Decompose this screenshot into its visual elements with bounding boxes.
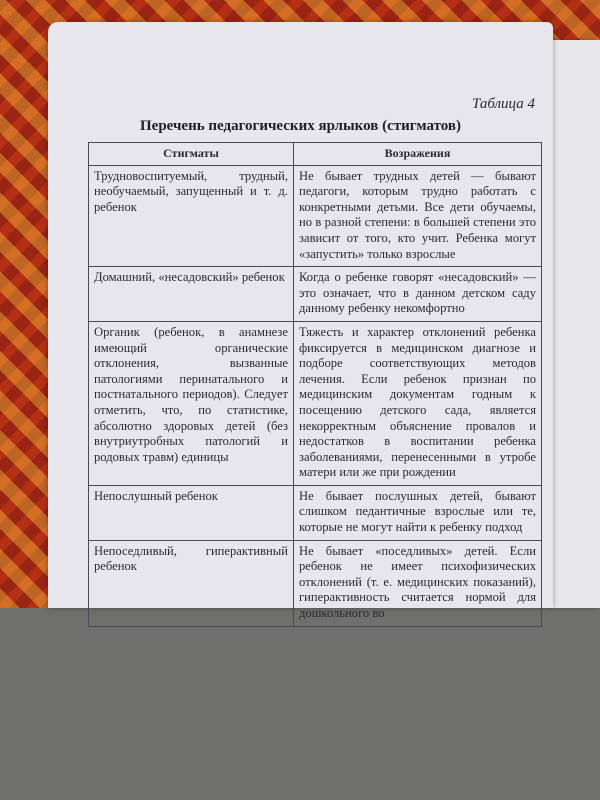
stigma-table (88, 142, 542, 627)
table-row (89, 485, 542, 540)
objection-cell: Не бывает трудных детей — бывают педагоги, которым трудно работать с конкретными детьми. Все дети обучаемы, но в разной степени: в большей степени это зависит от того, кто учит. Ребенка могут «запустить» только взрослые (294, 165, 542, 267)
table-row (89, 165, 542, 267)
objection-cell: Не бывает послушных детей, бывают слишком педантичные взрослые или те, которые не могут найти к ребенку подход (294, 485, 542, 540)
background-floor (0, 608, 600, 800)
column-header-objection: Возражения (294, 143, 542, 166)
adjacent-page (552, 40, 600, 608)
objection-cell: Не бывает «поседливых» детей. Если ребенок не имеет психофизических отклонений (т. е. медицинских показаний), гиперактивность считается нормой для дошкольного во (294, 540, 542, 626)
objection-cell: Тяжесть и характер отклонений ребенка фиксируется в медицинском диагнозе и подборе соответствующих методов лечения. Если ребенок признан по медицинским документам годным к посещению детского сада, является некорректным объяснение провалов и недостатков в воспитании ребенка заболеваниями, перенесенными в утробе матери или же при рождении (294, 321, 542, 485)
book-page (48, 22, 553, 621)
table-number: Таблица 4 (472, 96, 535, 112)
objection-cell: Когда о ребенке говорят «несадовский» — это означает, что в данном детском саду данному ребенку некомфортно (294, 267, 542, 322)
table-row (89, 321, 542, 485)
stigma-cell: Органик (ребенок, в анамнезе имеющий органические отклонения, вызванные патологиями перинатального и постнатального периодов). Следует отметить, что, по статистике, абсолютно здоровых детей (без внутриутробных патологий и родовых травм) единицы (89, 321, 294, 485)
column-header-stigma: Стигматы (89, 143, 294, 166)
stigma-cell: Непоседливый, гиперактивный ребенок (89, 540, 294, 626)
table-header-row (89, 143, 542, 166)
stigma-cell: Трудновоспитуемый, трудный, необучаемый, запущенный и т. д. ребенок (89, 165, 294, 267)
table-title: Перечень педагогических ярлыков (стигматов) (140, 118, 461, 134)
table-row (89, 267, 542, 322)
stigma-cell: Домашний, «несадовский» ребенок (89, 267, 294, 322)
stigma-cell: Непослушный ребенок (89, 485, 294, 540)
table-row (89, 540, 542, 626)
